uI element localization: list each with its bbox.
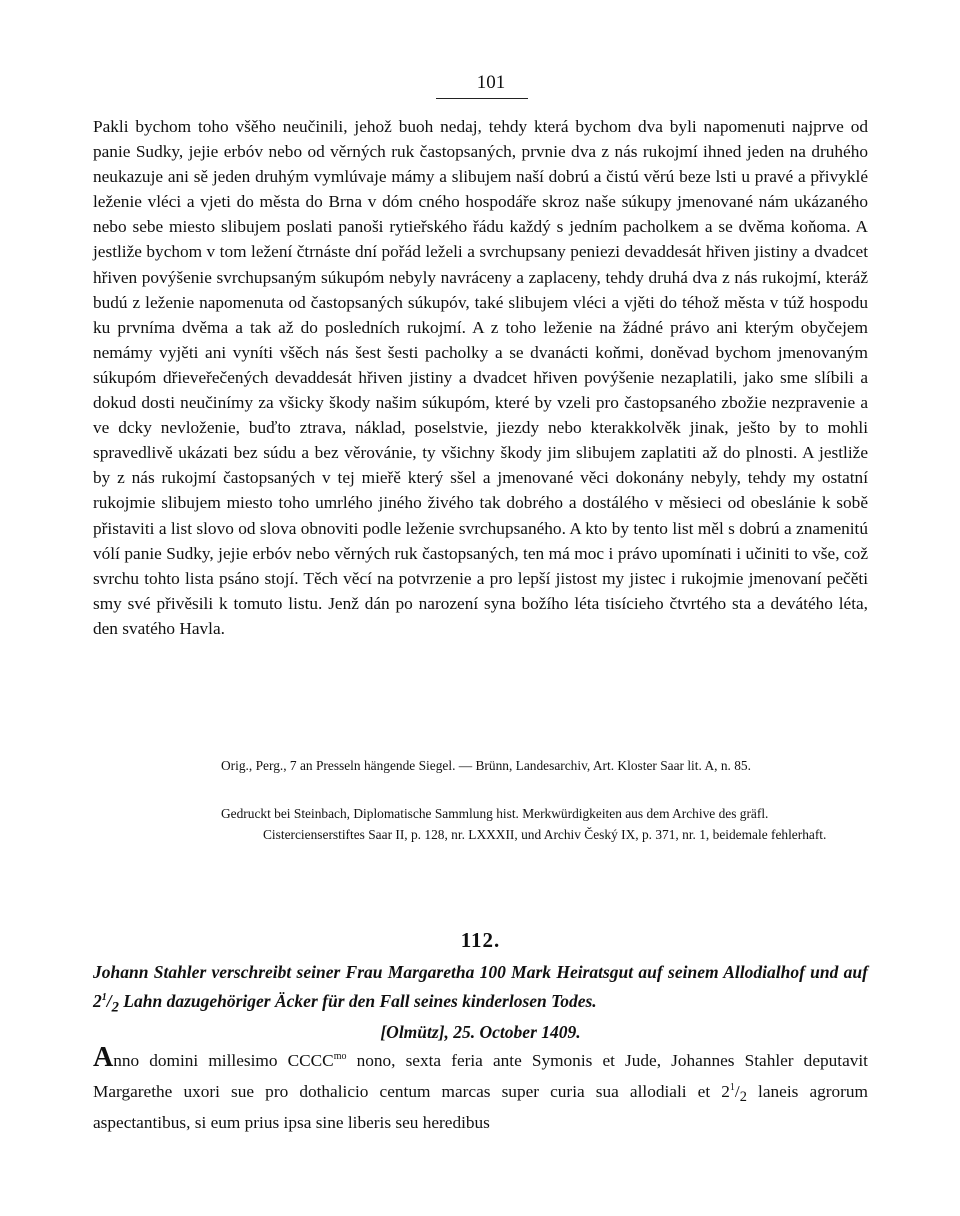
title-place-date: [Olmütz], 25. October 1409. xyxy=(380,1022,581,1043)
note-printed-text: Gedruckt bei Steinbach, Diplomatische Sammlung hist. Merkwürdigkeiten aus dem Archive des gräfl. Cistercienserstiftes Saar II, p. 128, nr. LXXXII, und Archiv Český IX, p. 371, nr. 1, beidemale fehlerhaft. xyxy=(221,806,827,842)
title-frac-num: 1 xyxy=(101,992,107,1003)
page-number: 101 xyxy=(476,72,506,93)
text-frac-den: 2 xyxy=(739,1088,747,1105)
text-part1: nno domini millesimo CCCC xyxy=(113,1051,334,1070)
page-number-rule xyxy=(436,98,528,99)
text-superscript: mo xyxy=(333,1051,347,1063)
note-printed xyxy=(221,804,868,845)
main-text: Pakli bychom toho všěho neučinili, jehož buoh nedaj, tehdy která bychom dva byli napomenuti najprve od panie Sudky, jejie erbóv nebo od věrných ruk častopsaných, prvnie dva z nás rukojmí ihned jeden na druhého neukazuje ani sě jeden druhým vymlúvaje mámy a slibujem naší dobrú a čistú věrú beze lsti u pravé a přivyklé leženie vléci a vjeti do města do Brna v dóm cného hospodáře skroz naše súkupy jmenované nám ukázaného nebo sebe miesto slibujem poslati panoši rytieřského řádu každý s jedním pacholkem a se dvěma koňoma. A jestliže bychom v tom ležení čtrnáste dní pořád leželi a svrchupsany peniezi devaddesát hřiven jistiny a dvadcet hřiven povýšenie svrchupsaným súkupóm nebyly navráceny a zaplaceny, tehdy druhá dva z nás rukojmí, kteráž budú z leženie napomenuta od častopsaných súkupóv, také slibujem vléci a vjěti do téhož města v túž hospodu ku prvníma dvěma a tak až do posledních rukojmí. A z toho leženie na žádné právo ani kterým obyčejem nemámy vyjěti ani vyníti všěch nás šest šesti pacholky a se dvanácti koňmi, doněvad bychom jmenovaným súkupóm dřieveřečených devaddesát hřiven jistiny a dvadcet hřiven povýšenie nezaplatili, jako sme slíbili a dokud dosti neučinímy za všicky škody našim súkupóm, které by vzeli pro častopsaného zbožie nezpravenie a ve dcky nevloženie, buďto ztrava, náklad, poselstvie, jiezdy nebo kterakkolvěk jinak, ješto by to mohli spravedlivě ukázati bez súdu a bez věrovánie, ty všichny škody jim slibujem zaplatiti až do plnosti. A jestliže by z nás rukojmí častopsaných v tej mieřě který sšel a jmenované věci dokonány nebyly, tehdy my ostatní rukojmie slibujem miesto toho umrlého jiného živého tak dobrého a dostálého v měsieci od obeslánie k sobě přistaviti a list slovo od slova obnoviti podle leženie svrchupsaného. A kto by tento list měl s dobrú a znamenitú vólí panie Sudky, jejie erbóv nebo věrných ruk častopsaných, ten má moc i právo upomínati i učiniti to vše, což svrchu tohto lista psáno stojí. Těch věcí na potvrzenie a pro lepší jistost my jistec i rukojmie jmenovaní pečěti smy své přivěsili k tomuto listu. Jenž dán po narození syna božího léta tisícieho čtvrtého sta a devátého léta, den svatého Havla. xyxy=(93,117,868,638)
note-original-text: Orig., Perg., 7 an Presseln hängende Siegel. — Brünn, Landesarchiv, Art. Kloster Saar lit. A, n. 85. xyxy=(221,758,751,773)
title-rest: Lahn dazugehöriger Äcker für den Fall seines kinderlosen Todes. xyxy=(118,990,597,1011)
text-part3: laneis agrorum aspectantibus, si eum prius ipsa sine liberis seu heredibus xyxy=(93,1081,869,1133)
text-frac-num: 1 xyxy=(729,1081,735,1093)
title-frac-den: 2 xyxy=(111,999,119,1016)
document-title: Johann Stahler verschreibt seiner Frau Margaretha 100 Mark Heiratsgut auf seinem Allodialhof und auf $2^1/_2$ Lahn dazugehöriger Äcker für den Fall seines kinderlosen Todes. [Olmütz], 25. October 1409. xyxy=(93,960,868,1045)
document-number: 112. xyxy=(460,928,501,952)
dropcap-letter: A xyxy=(93,1042,114,1073)
text-part2: nono, sexta feria ante Symonis et Jude, Johannes Stahler deputavit Margarethe uxori sue pro dothalicio centum marcas super curia sua allodiali et 2 xyxy=(93,1051,868,1101)
document-text: Anno domini millesimo $CCCC^{mo}$ nono, sexta feria ante Symonis et Jude, Johannes Stahler deputavit Margarethe uxori sue pro dothalicio centum marcas super curia sua allodiali et $2^1/_2$ laneis agrorum aspectantibus, si eum prius ipsa sine liberis seu heredibus xyxy=(93,1042,869,1133)
note-original xyxy=(221,756,868,777)
title-main: Johann Stahler verschreibt seiner Frau Margaretha 100 Mark Heiratsgut auf seinem Allodialhof und auf 2 xyxy=(93,962,868,1011)
